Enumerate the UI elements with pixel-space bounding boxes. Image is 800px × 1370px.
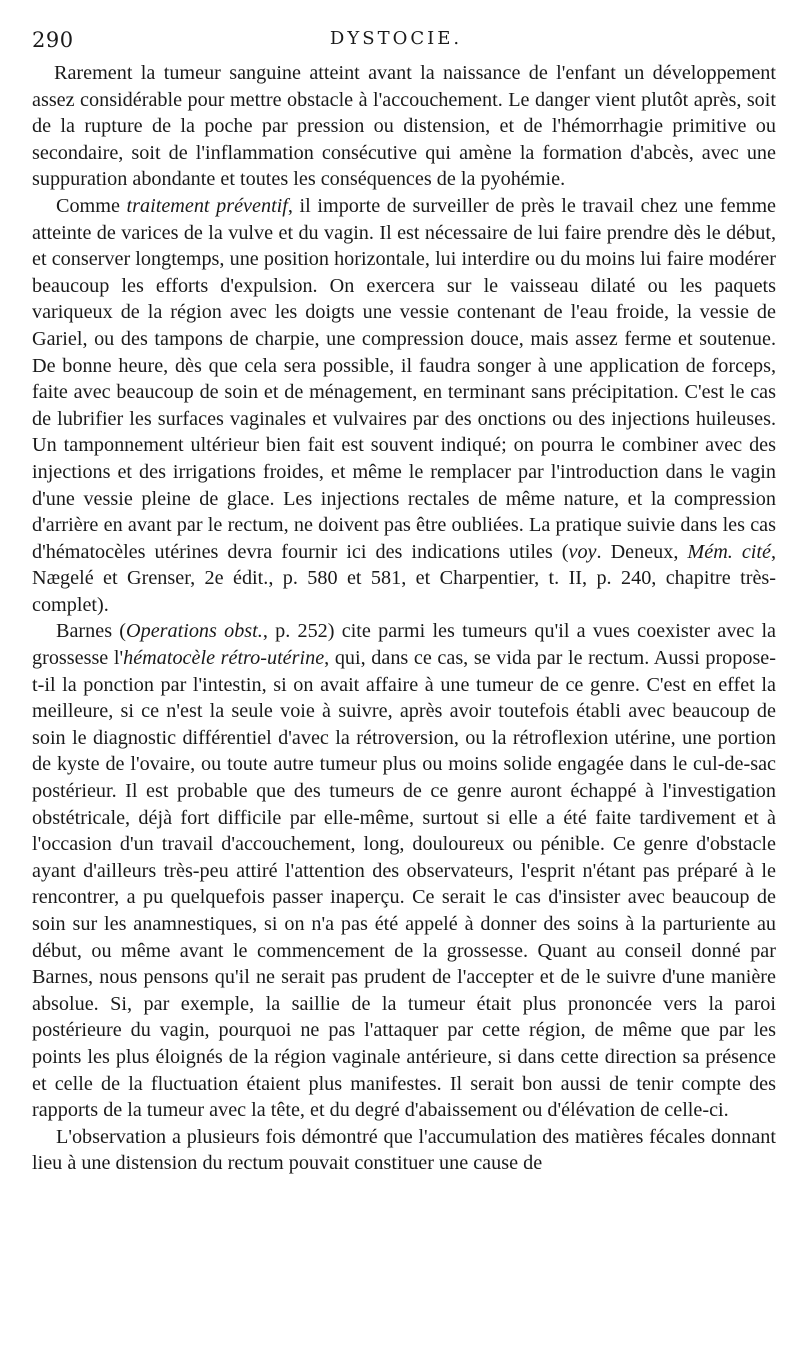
text-run: Comme: [56, 194, 127, 217]
text-run: , p. 252) cite parmi les tumeurs qu'il a vues coexister avec la grossesse l': [32, 620, 777, 670]
paragraph-observation: L'observation a plusieurs fois démontré que l'accumulation des matières fécales donnant lieu à une distension du rectum pouvait constituer une cause de: [32, 1125, 776, 1175]
italic-term: traitement préventif: [126, 194, 288, 217]
italic-term: voy: [568, 540, 597, 563]
paragraph-traitement-preventif: [32, 193, 776, 619]
text-run: . Deneux,: [596, 540, 688, 563]
text-run: , Nægelé et Grenser, 2e édit., p. 580 et 581, et Charpentier, t. II, p. 240, chapitre très-complet).: [32, 540, 777, 616]
italic-citation: Mém. cité: [687, 540, 771, 563]
paragraph-barnes: [32, 618, 776, 1123]
italic-term: hématocèle rétro-utérine: [123, 647, 325, 670]
paragraph-tumeur-sanguine: Rarement la tumeur sanguine atteint avant la naissance de l'enfant un développement assez considérable pour mettre obstacle à l'accouchement. Le danger vient plutôt après, soit de la rupture de la poche par pression ou distension, et de l'hémorrhagie primitive ou secondaire, soit de l'inflammation consécutive qui amène la formation d'abcès, avec une suppuration abondante et toutes les conséquences de la pyohémie.: [32, 62, 776, 191]
page-number: 290: [32, 28, 74, 52]
text-run: Barnes (: [56, 620, 127, 643]
page-header: [32, 28, 760, 62]
text-run: , il importe de surveiller de près le travail chez une femme atteinte de varices de la vulve et du vagin. Il est nécessaire de lui faire prendre dès le début, et conserver longtemps, une position horizontale, lui interdire ou du moins lui faire modérer beaucoup les efforts d'expulsion. On exercera sur le vaisseau dilaté ou les paquets variqueux de la région avec les doigts une vessie contenant de l'eau froide, la vessie de Gariel, ou des tampons de charpie, une compression douce, mais assez ferme et soutenue. De bonne heure, dès que cela sera possible, il faudra songer à une application de forceps, faite avec beaucoup de soin et de ménagement, en terminant sans précipitation. C'est le cas de lubrifier les surfaces vaginales et vulvaires par des onctions ou des injections huileuses. Un tamponnement ultérieur bien fait est souvent indiqué; on pourra le combiner avec des injections et des irrigations froides, et même le remplacer par l'introduction dans le vagin d'une vessie pleine de glace. Les injections rectales de même nature, et la compression d'arrière en avant par le rectum, ne doivent pas être oubliées. La pratique suivie dans les cas d'hématocèles utérines devra fournir ici des indications utiles (: [32, 194, 776, 563]
italic-citation: Operations obst.: [126, 620, 263, 643]
running-title: DYSTOCIE.: [329, 28, 463, 49]
text-run: , qui, dans ce cas, se vida par le rectum. Aussi propose-t-il la ponction par l'intestin, si on avait affaire à une tumeur de ce genre. C'est en effet la meilleure, si ce n'est la seule voie à suivre, après avoir toutefois établi avec beaucoup de soin le diagnostic différentiel d'avec la rétroversion, ou la rétroflexion utérine, une portion de kyste de l'ovaire, ou toute autre tumeur plus ou moins solide engagée dans le cul-de-sac postérieur. Il est probable que des tumeurs de ce genre auront échappé à l'investigation obstétricale, déjà fort difficile par elle-même, surtout si elle a été faite tardivement et à l'occasion d'un travail d'accouchement, long, douloureux ou pénible. Ce genre d'obstacle ayant d'ailleurs très-peu attiré l'attention des observateurs, l'esprit n'étant pas préparé à le rencontrer, a pu quelquefois passer inaperçu. Ce serait le cas d'insister avec beaucoup de soin sur les anamnestiques, si on n'a pas été appelé à donner des soins à la parturiente au début, ou même avant le commencement de la grossesse. Quant au conseil donné par Barnes, nous pensons qu'il ne serait pas prudent de l'accepter et de le suivre d'une manière absolue. Si, par exemple, la saillie de la tumeur était plus prononcée vers la paroi postérieure du vagin, pourquoi ne pas l'attaquer par cette région, de même que par les points les plus éloignés de la région vaginale antérieure, si dans cette direction sa présence et celle de la fluctuation étaient plus manifestes. Il serait bon aussi de tenir compte des rapports de la tumeur avec la tête, et du degré d'abaissement ou d'élévation de celle-ci.: [32, 647, 776, 1122]
page-body: [32, 60, 776, 1177]
